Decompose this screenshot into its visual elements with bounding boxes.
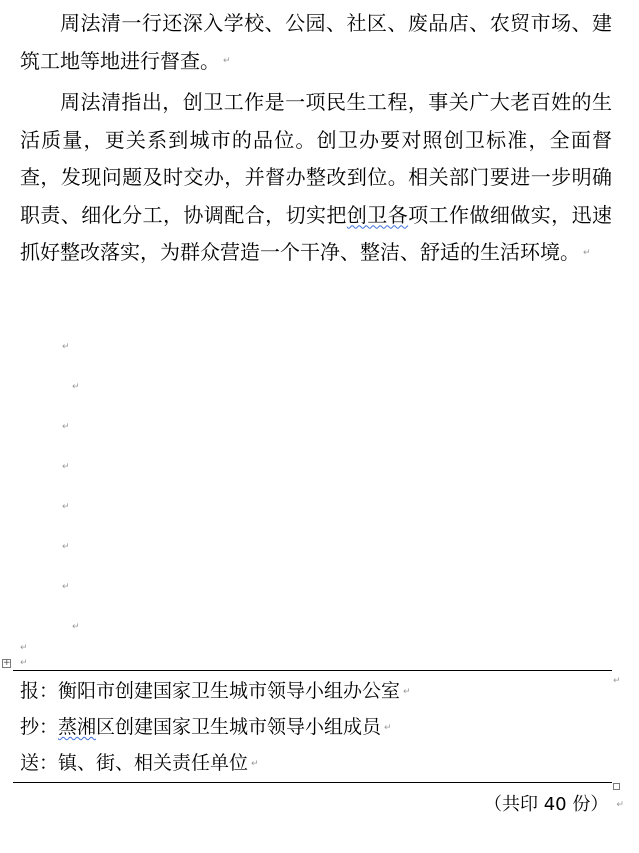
table-move-handle-icon[interactable]: + bbox=[3, 658, 11, 668]
empty-paragraph-mark-icon: ↵ bbox=[72, 382, 80, 392]
empty-paragraph-mark-icon: ↵ bbox=[62, 342, 70, 352]
body-paragraph-2 bbox=[20, 84, 612, 272]
paragraph-mark-icon: ↵ bbox=[251, 758, 259, 769]
report-value: 衡阳市创建国家卫生城市领导小组办公室 bbox=[58, 680, 401, 702]
send-label: 送： bbox=[20, 752, 59, 774]
paragraph-1-text: 周法清一行还深入学校、公园、社区、废品店、农贸市场、建筑工地等地进行督查。 bbox=[20, 11, 612, 73]
spellcheck-flagged-text: 蒸湘 bbox=[58, 716, 97, 738]
cell-end-mark-icon: ↵ bbox=[613, 676, 621, 686]
table-resize-handle-icon[interactable] bbox=[613, 783, 620, 790]
empty-paragraph-mark-icon: ↵ bbox=[72, 622, 80, 632]
report-label: 报： bbox=[20, 680, 59, 702]
copies-text: （共印 40 份） bbox=[484, 794, 609, 815]
distribution-row-send bbox=[20, 750, 259, 777]
send-value: 镇、街、相关责任单位 bbox=[58, 752, 249, 774]
copy-value: 区创建国家卫生城市领导小组成员 bbox=[96, 716, 382, 738]
print-copies-note bbox=[484, 793, 624, 817]
empty-paragraph-mark-icon: ↵ bbox=[62, 422, 70, 432]
paragraph-2-text-end: 项工作做细做实，迅速抓好整改落实，为群众营造一个干净、整洁、舒适的生活环境。 bbox=[20, 202, 613, 264]
distribution-bottom-rule bbox=[13, 782, 612, 783]
paragraph-mark-icon: ↵ bbox=[616, 800, 624, 810]
paragraph-mark-icon: ↵ bbox=[384, 722, 392, 733]
paragraph-2-text-start: 周法清指出，创卫工作是一项民生工程，事关广大老百姓的生活质量，更关系到城市的品位。创卫办要对照创卫标准，全面督查，发现问题及时交办，并督办整改到位。相关部门要进一步明确职责、细化分工，协调配合，切实把 bbox=[20, 90, 612, 227]
empty-paragraph-mark-icon: ↵ bbox=[20, 643, 28, 653]
empty-paragraph-mark-icon: ↵ bbox=[20, 658, 28, 668]
empty-paragraph-mark-icon: ↵ bbox=[62, 462, 70, 472]
distribution-row-report bbox=[20, 678, 411, 705]
copy-label: 抄： bbox=[20, 716, 59, 738]
empty-paragraph-mark-icon: ↵ bbox=[62, 582, 70, 592]
body-paragraph-1 bbox=[20, 5, 612, 81]
paragraph-mark-icon: ↵ bbox=[583, 247, 591, 258]
spellcheck-flagged-text: 创卫各 bbox=[346, 202, 409, 227]
empty-paragraph-mark-icon: ↵ bbox=[62, 502, 70, 512]
distribution-top-rule bbox=[13, 670, 612, 671]
paragraph-mark-icon: ↵ bbox=[403, 686, 411, 697]
paragraph-mark-icon: ↵ bbox=[223, 56, 231, 67]
distribution-row-copy bbox=[20, 714, 392, 741]
empty-paragraph-mark-icon: ↵ bbox=[62, 542, 70, 552]
